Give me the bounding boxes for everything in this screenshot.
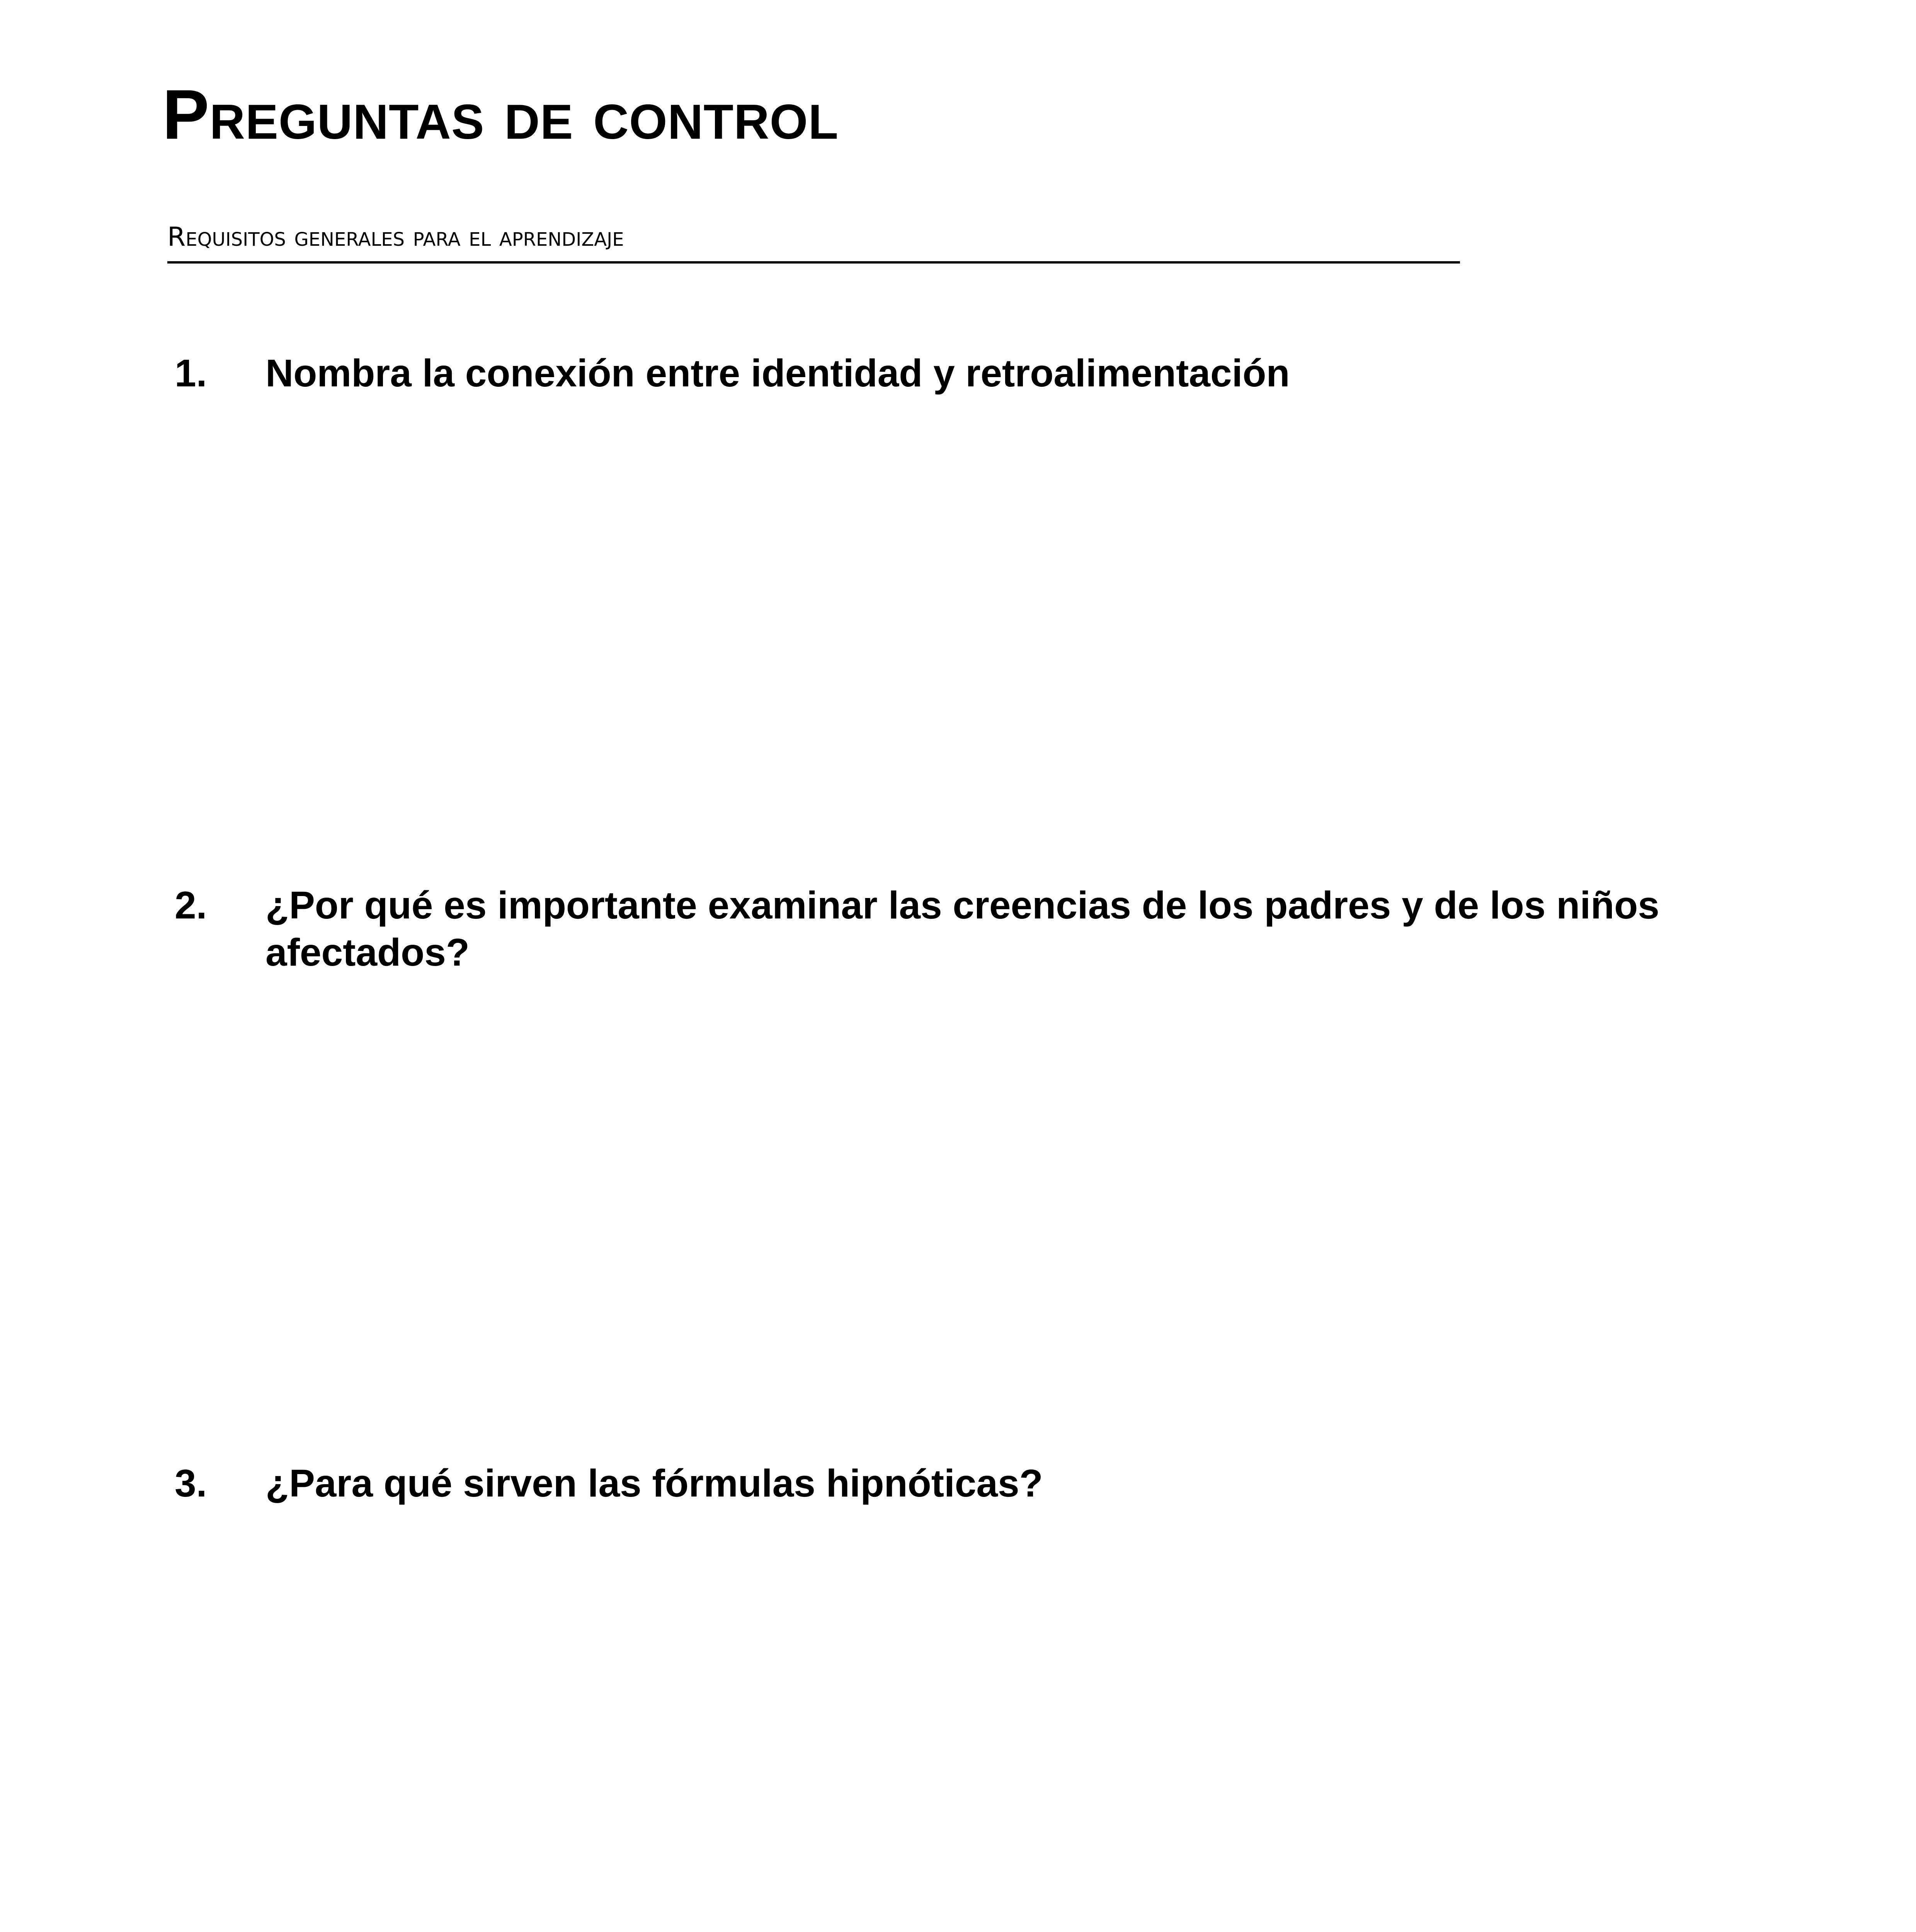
question-text: ¿Por qué es importante examinar las creencias de los padres y de los niños afectados? — [265, 884, 1659, 974]
question-text: Nombra la conexión entre identidad y retroalimentación — [265, 352, 1290, 395]
question-number: 1. — [175, 352, 207, 395]
question-text: ¿Para qué sirven las fórmulas hipnóticas? — [265, 1462, 1043, 1505]
section-subtitle: Requisitos generales para el aprendizaje — [167, 224, 1460, 264]
question-number: 3. — [175, 1462, 207, 1505]
question-number: 2. — [175, 884, 207, 927]
page-title: Preguntas de control — [162, 75, 839, 154]
